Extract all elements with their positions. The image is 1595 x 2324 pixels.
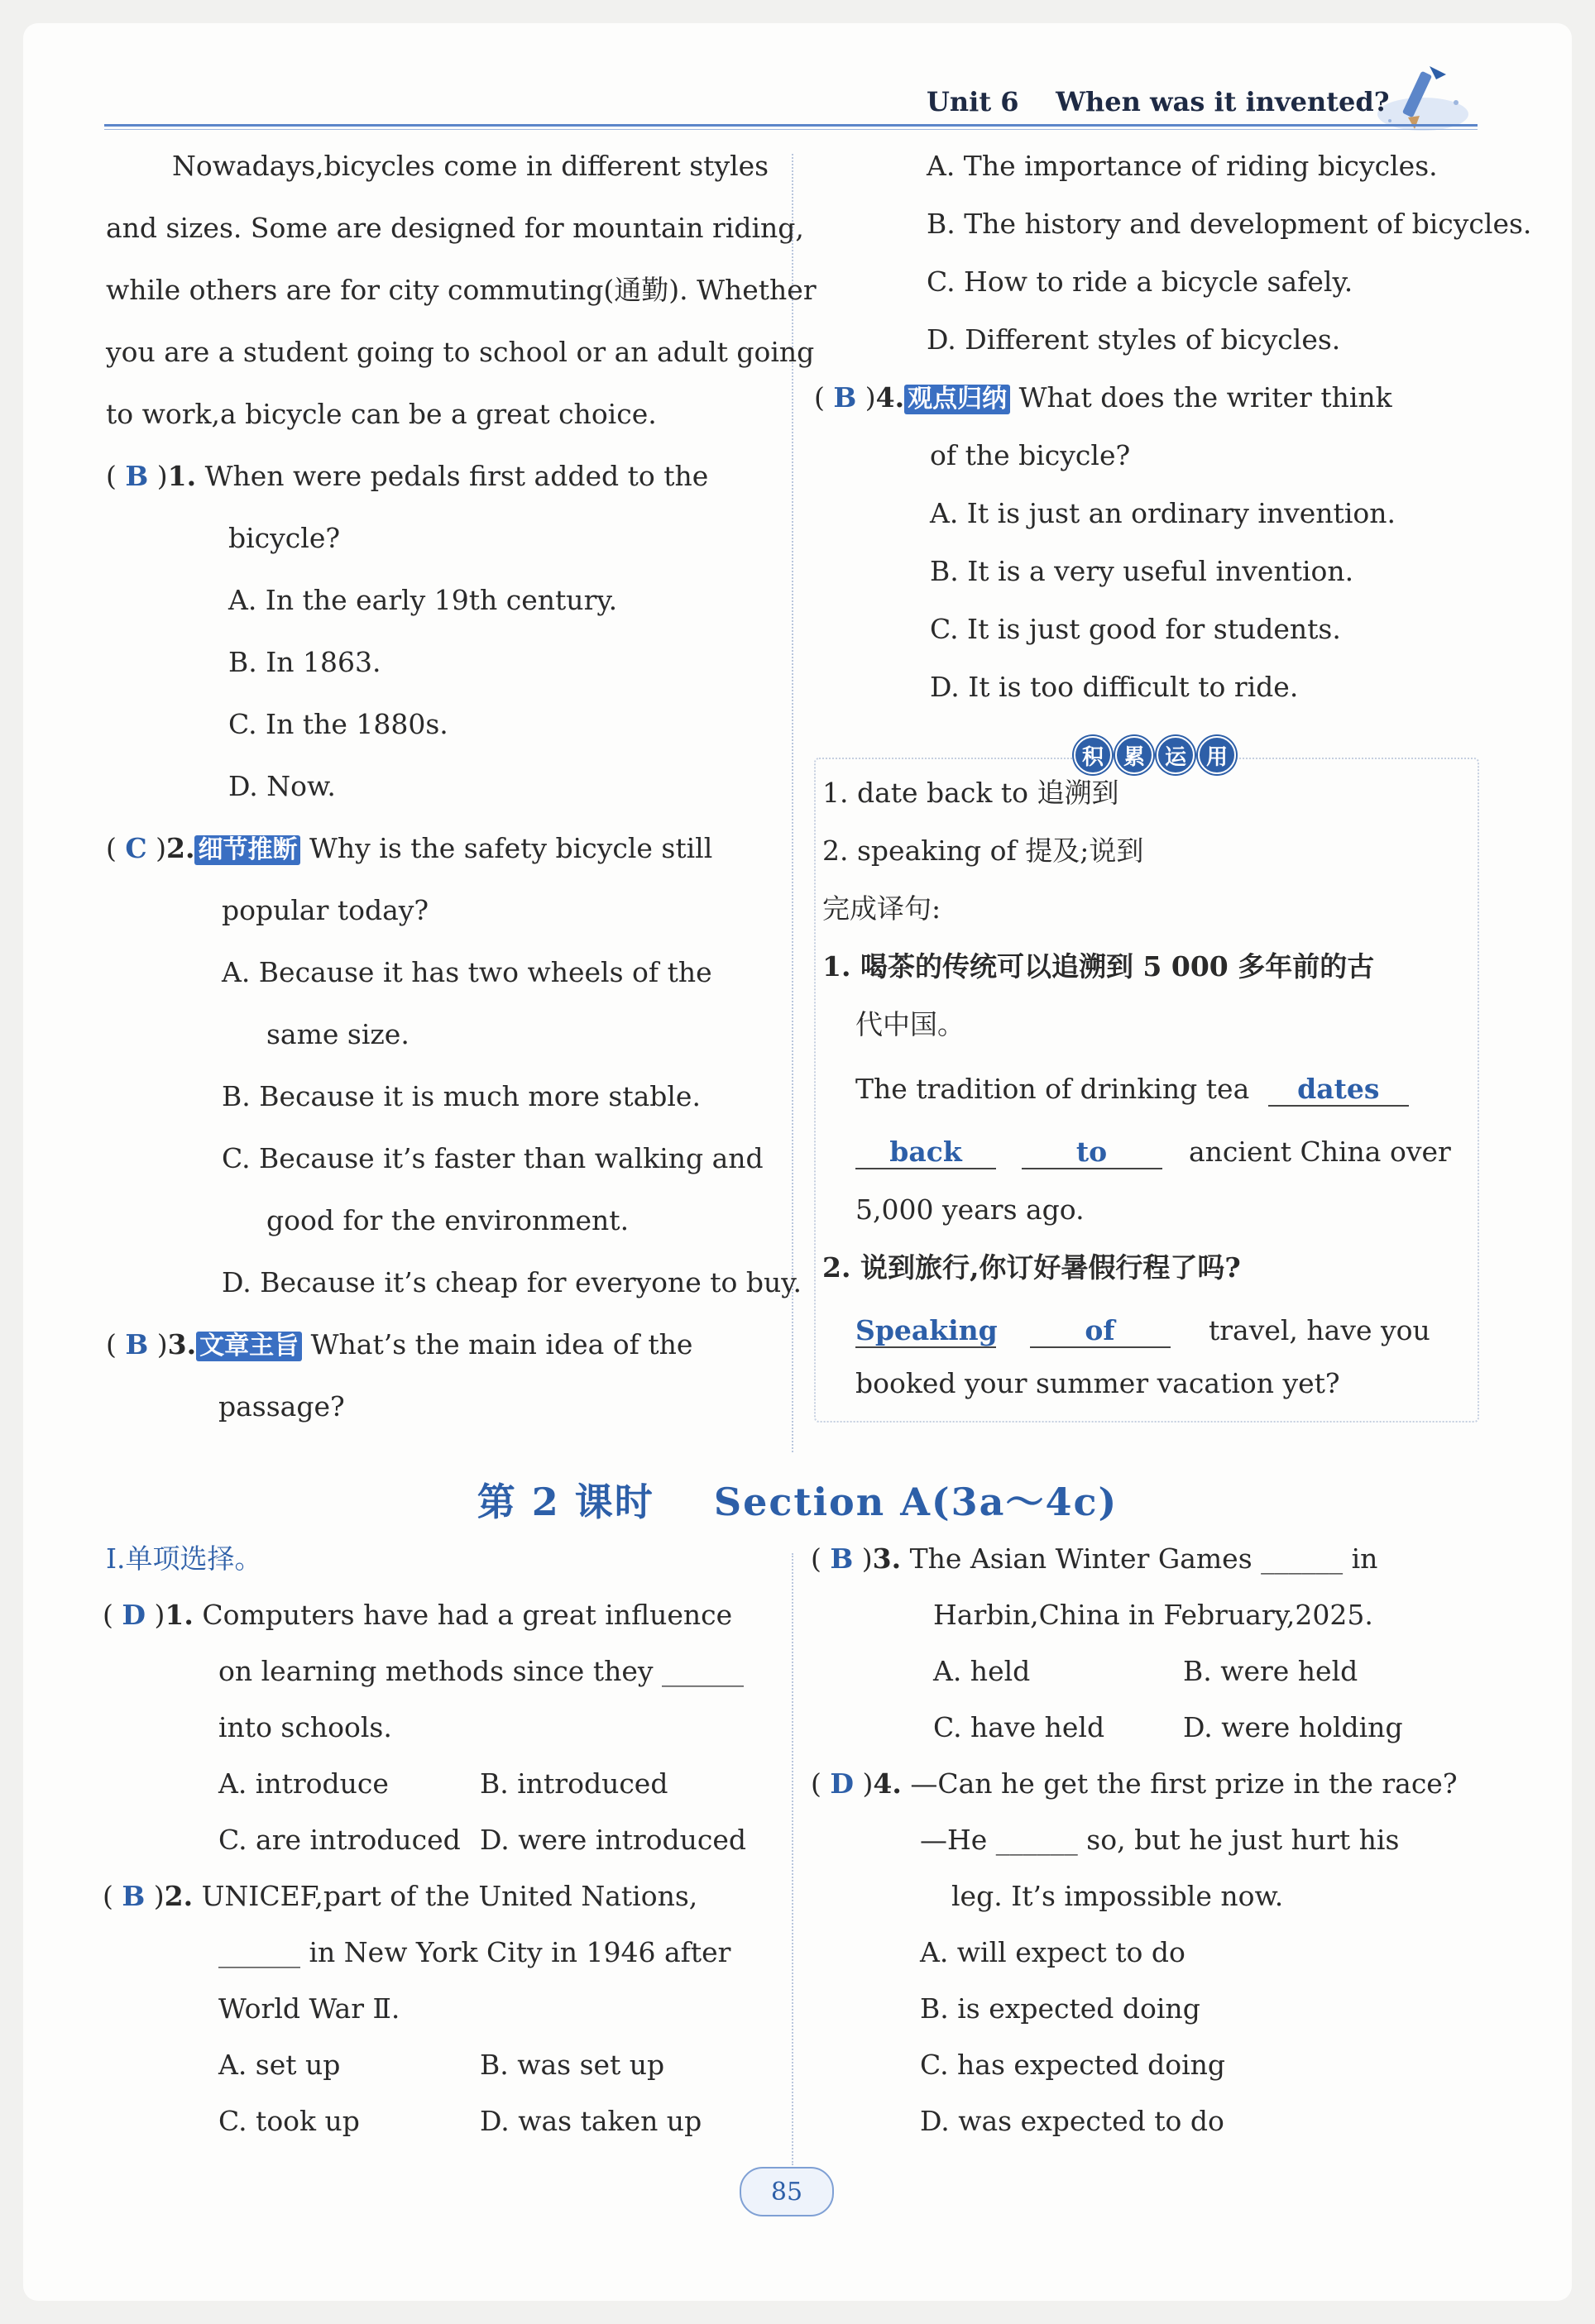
option: C. took up	[218, 2105, 360, 2137]
question-1-stem: bicycle?	[228, 522, 341, 554]
question-3: ( B )3. 文章主旨 What’s the main idea of the	[106, 1328, 693, 1360]
answer-4: B	[833, 381, 857, 414]
blank-1[interactable]: dates	[1268, 1074, 1409, 1107]
mc-stem: leg. It’s impossible now.	[951, 1880, 1284, 1912]
mc-stem: —He ______ so, but he just hurt his	[920, 1824, 1400, 1856]
complete-title: 完成译句:	[822, 892, 941, 925]
sentence-1-en: 5,000 years ago.	[855, 1193, 1085, 1226]
option: D. was taken up	[480, 2105, 702, 2137]
passage-line: you are a student going to school or an adult going	[106, 336, 815, 368]
mc-answer-1: D	[122, 1599, 146, 1631]
option: B. In 1863.	[228, 646, 381, 678]
badge-char: 累	[1115, 736, 1153, 774]
question-4-stem: of the bicycle?	[930, 439, 1131, 471]
option: B. is expected doing	[920, 1992, 1200, 2025]
answer-2: C	[125, 832, 147, 864]
unit-label: Unit 6	[927, 86, 1019, 117]
tag-viewpoint: 观点归纳	[904, 385, 1010, 414]
mc-question-3: ( B )3. The Asian Winter Games ______ in	[811, 1542, 1378, 1575]
option: C. Because it’s faster than walking and	[222, 1142, 764, 1174]
option: B. Because it is much more stable.	[222, 1080, 701, 1112]
sentence-1-en: back to ancient China over	[855, 1136, 1451, 1169]
option: B. It is a very useful invention.	[930, 555, 1354, 587]
passage-line: Nowadays,bicycles come in different styles	[172, 150, 769, 182]
mc-answer-3: B	[830, 1542, 854, 1575]
option: B. The history and development of bicycles.	[927, 208, 1532, 240]
phrase-item: 2. speaking of 提及;说到	[822, 834, 1144, 867]
option: A. In the early 19th century.	[228, 584, 618, 616]
mc-stem: into schools.	[218, 1711, 392, 1743]
passage-line: to work,a bicycle can be a great choice.	[106, 398, 657, 430]
page-number: 85	[740, 2167, 834, 2216]
header-divider	[104, 124, 1478, 127]
question-4: ( B )4. 观点归纳 What does the writer think	[814, 381, 1392, 414]
phrase-item: 1. date back to 追溯到	[822, 777, 1119, 809]
badge-char: 用	[1198, 736, 1236, 774]
mc-stem: World War Ⅱ.	[218, 1992, 400, 2025]
sentence-1-cn: 代中国。	[855, 1008, 965, 1040]
blank-2[interactable]: back	[855, 1136, 996, 1169]
section-title	[0, 1472, 1595, 1527]
option: C. have held	[933, 1711, 1105, 1743]
option: B. were held	[1183, 1655, 1358, 1687]
question-1: ( B )1. When were pedals first added to the	[106, 460, 709, 492]
option: A. set up	[218, 2049, 341, 2081]
option: same size.	[266, 1018, 410, 1050]
section-name: Section A(3a～4c)	[713, 1480, 1118, 1524]
option: A. will expect to do	[920, 1936, 1185, 1968]
option: C. How to ride a bicycle safely.	[927, 265, 1353, 298]
question-2: ( C )2. 细节推断 Why is the safety bicycle still	[106, 832, 713, 864]
option: C. has expected doing	[920, 2049, 1226, 2081]
option: B. introduced	[480, 1767, 668, 1800]
answer-1: B	[125, 460, 149, 492]
option: D. was expected to do	[920, 2105, 1224, 2137]
blank-3[interactable]: to	[1022, 1136, 1162, 1169]
option: D. were holding	[1183, 1711, 1403, 1743]
option: C. are introduced	[218, 1824, 461, 1856]
column-divider-bottom	[792, 1553, 793, 2165]
question-2-stem: popular today?	[222, 894, 429, 926]
mc-answer-2: B	[122, 1880, 146, 1912]
option: A. It is just an ordinary invention.	[930, 497, 1396, 529]
accumulation-badge	[1074, 736, 1236, 774]
blank-4[interactable]: Speaking	[855, 1314, 998, 1346]
part-title: Ⅰ.单项选择。	[106, 1542, 262, 1575]
mc-stem: on learning methods since they ______	[218, 1655, 744, 1687]
option: good for the environment.	[266, 1204, 630, 1236]
passage-line: and sizes. Some are designed for mountain riding,	[106, 212, 804, 244]
option: C. It is just good for students.	[930, 613, 1341, 645]
option: A. The importance of riding bicycles.	[927, 150, 1438, 182]
option: A. Because it has two wheels of the	[222, 956, 712, 988]
badge-char: 积	[1074, 736, 1112, 774]
option: D. It is too difficult to ride.	[930, 671, 1299, 703]
option: D. Now.	[228, 770, 336, 802]
header-divider-thin	[104, 129, 1478, 130]
sentence-1-en: The tradition of drinking tea dates	[855, 1074, 1409, 1107]
option: D. Different styles of bicycles.	[927, 323, 1341, 356]
option: B. was set up	[480, 2049, 665, 2081]
tag-detail-inference: 细节推断	[194, 835, 300, 865]
option: A. held	[933, 1655, 1031, 1687]
lesson-label: 第 2 课时	[477, 1480, 654, 1524]
mc-question-1: ( D )1. Computers have had a great influence	[103, 1599, 733, 1631]
page-header	[927, 86, 1389, 117]
mc-stem: Harbin,China in February,2025.	[933, 1599, 1373, 1631]
mc-question-4: ( D )4. —Can he get the first prize in the race?	[811, 1767, 1458, 1800]
mc-question-2: ( B )2. UNICEF,part of the United Nations,	[103, 1880, 698, 1912]
tag-main-idea: 文章主旨	[196, 1332, 302, 1361]
option: D. were introduced	[480, 1824, 747, 1856]
option: D. Because it’s cheap for everyone to buy.	[222, 1266, 802, 1298]
question-3-stem: passage?	[218, 1390, 345, 1423]
badge-char: 运	[1157, 736, 1195, 774]
mc-stem: ______ in New York City in 1946 after	[218, 1936, 731, 1968]
option: A. introduce	[218, 1767, 389, 1800]
sentence-2-en: Speaking of travel, have you	[855, 1314, 1430, 1346]
passage-line: while others are for city commuting(通勤). Whether	[106, 274, 817, 306]
answer-3: B	[125, 1328, 149, 1360]
unit-title: When was it invented?	[1056, 86, 1390, 117]
sentence-2-en: booked your summer vacation yet?	[855, 1367, 1340, 1399]
sentence-2-cn: 2. 说到旅行,你订好暑假行程了吗?	[822, 1251, 1241, 1284]
sentence-1-cn: 1. 喝茶的传统可以追溯到 5 000 多年前的古	[822, 950, 1375, 983]
blank-5[interactable]: of	[1030, 1315, 1171, 1348]
option: C. In the 1880s.	[228, 708, 448, 740]
mc-answer-4: D	[830, 1767, 854, 1800]
